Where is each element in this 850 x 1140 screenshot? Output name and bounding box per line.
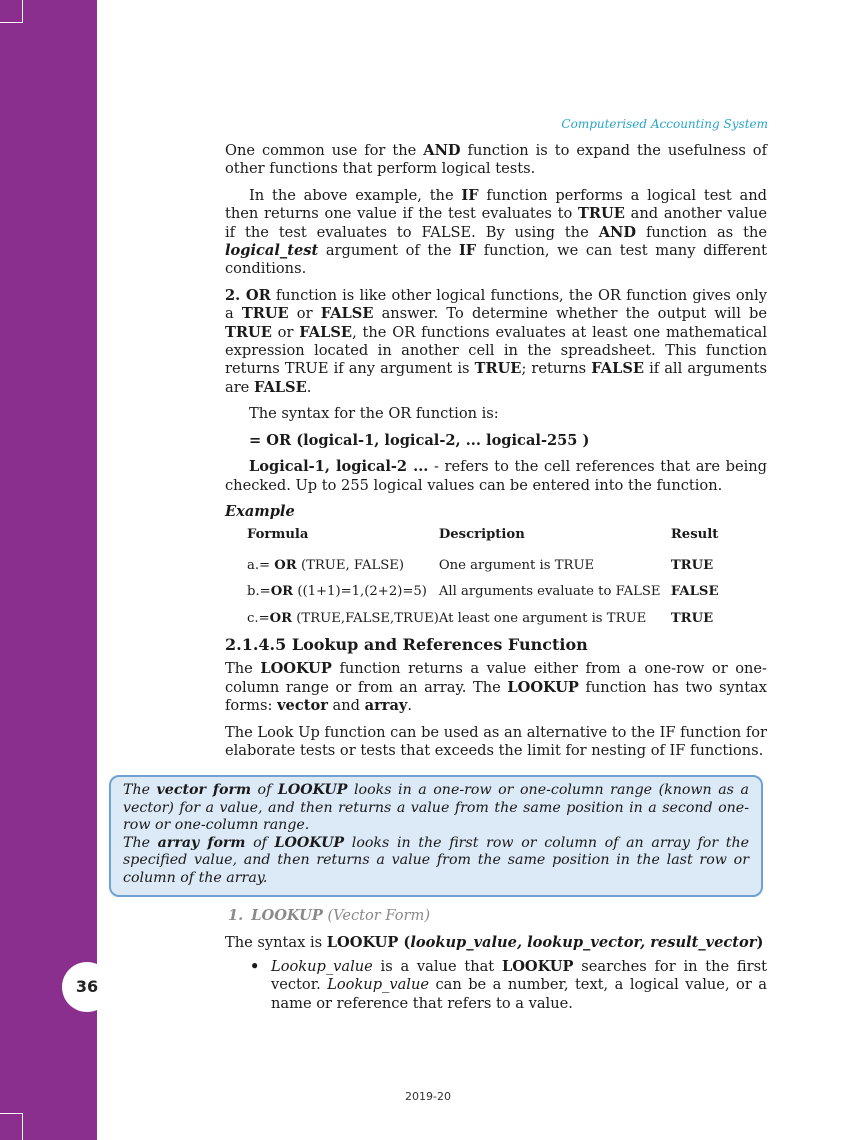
column-header: Formula [247,527,309,543]
table-header-row [247,526,751,553]
description-cell: At least one argument is TRUE [438,610,647,626]
column-header: Result [670,527,719,543]
crop-mark-bottom [0,1113,23,1140]
column-header: Description [438,527,525,543]
syntax-formula: = OR (logical-1, logical-2, ... logical-255 ) [249,431,590,449]
crop-mark-top [0,0,23,23]
description-cell: All arguments evaluate to FALSE [438,584,661,600]
table-row [247,607,751,633]
result-cell: TRUE [670,557,714,573]
paragraph-lookup: The LOOKUP function returns a value either from a one-row or one-column range or from an array. The LOOKUP function has two syntax forms: vector and array. [225,660,767,715]
formula-cell: b.=OR ((1+1)=1,(2+2)=5) [247,584,427,600]
paragraph-if-example: In the above example, the IF function performs a logical test and then returns one value if the test evaluates to TRUE and another value if the test evaluates to FALSE. By using the AND function as the logical_test argument of the IF function, we can test many different conditions. [225,186,767,278]
example-table [247,526,751,633]
page-number: 36 [62,962,112,1012]
note-vector-form: The vector form of LOOKUP looks in a one-row or one-column range (known as a vector) for a value, and then returns a value from the same position in a second one-row or one-column range. [123,782,749,834]
bullet-icon: • [250,958,260,975]
result-cell: TRUE [670,610,714,626]
paragraph-or-function: 2. OR function is like other logical functions, the OR function gives only a TRUE or FALSE answer. To determine whether the output will be TRUE or FALSE, the OR functions evaluates at least one mathematical expression located in another cell in the spreadsheet. This function returns TRUE if any argument is TRUE; returns FALSE if all arguments are FALSE. [225,286,767,396]
description-cell: One argument is TRUE [438,557,595,573]
subsection-lookup-vector: 1. LOOKUP (Vector Form) [228,907,431,924]
note-array-form: The array form of LOOKUP looks in the first row or column of an array for the specified value, and then returns a value from the same position in the last row or column of the array. [123,834,749,886]
syntax-intro: The syntax for the OR function is: [249,405,499,423]
example-heading: Example [225,502,295,520]
section-heading: 2.1.4.5 Lookup and References Function [225,634,588,654]
paragraph-logical-args: Logical-1, logical-2 ... - refers to the cell references that are being checked. Up to 255 logical values can be entered into the function. [225,458,768,494]
main-content [225,142,767,768]
formula-cell: a.= OR (TRUE, FALSE) [247,557,405,573]
lookup-syntax-line: The syntax is LOOKUP (lookup_value, lookup_vector, result_vector) [225,934,764,951]
paragraph-lookup-alternative: The Look Up function can be used as an alternative to the IF function for elaborate tests or tests that exceeds the limit for nesting of IF functions. [225,723,768,759]
table-row [247,580,751,606]
running-head: Computerised Accounting System [561,117,768,131]
result-cell: FALSE [670,584,719,600]
lookup-forms-note-box [109,775,763,897]
bullet-lookup-value: • Lookup_value is a value that LOOKUP searches for in the first vector. Lookup_value can be a number, text, a logical value, or a name or reference that refers to a value. [250,958,767,1012]
footer-year: 2019-20 [405,1090,451,1103]
paragraph-and-usage: One common use for the AND function is to expand the usefulness of other functions that perform logical tests. [225,142,767,178]
table-row [247,554,751,580]
formula-cell: c.=OR (TRUE,FALSE,TRUE) [247,610,439,626]
